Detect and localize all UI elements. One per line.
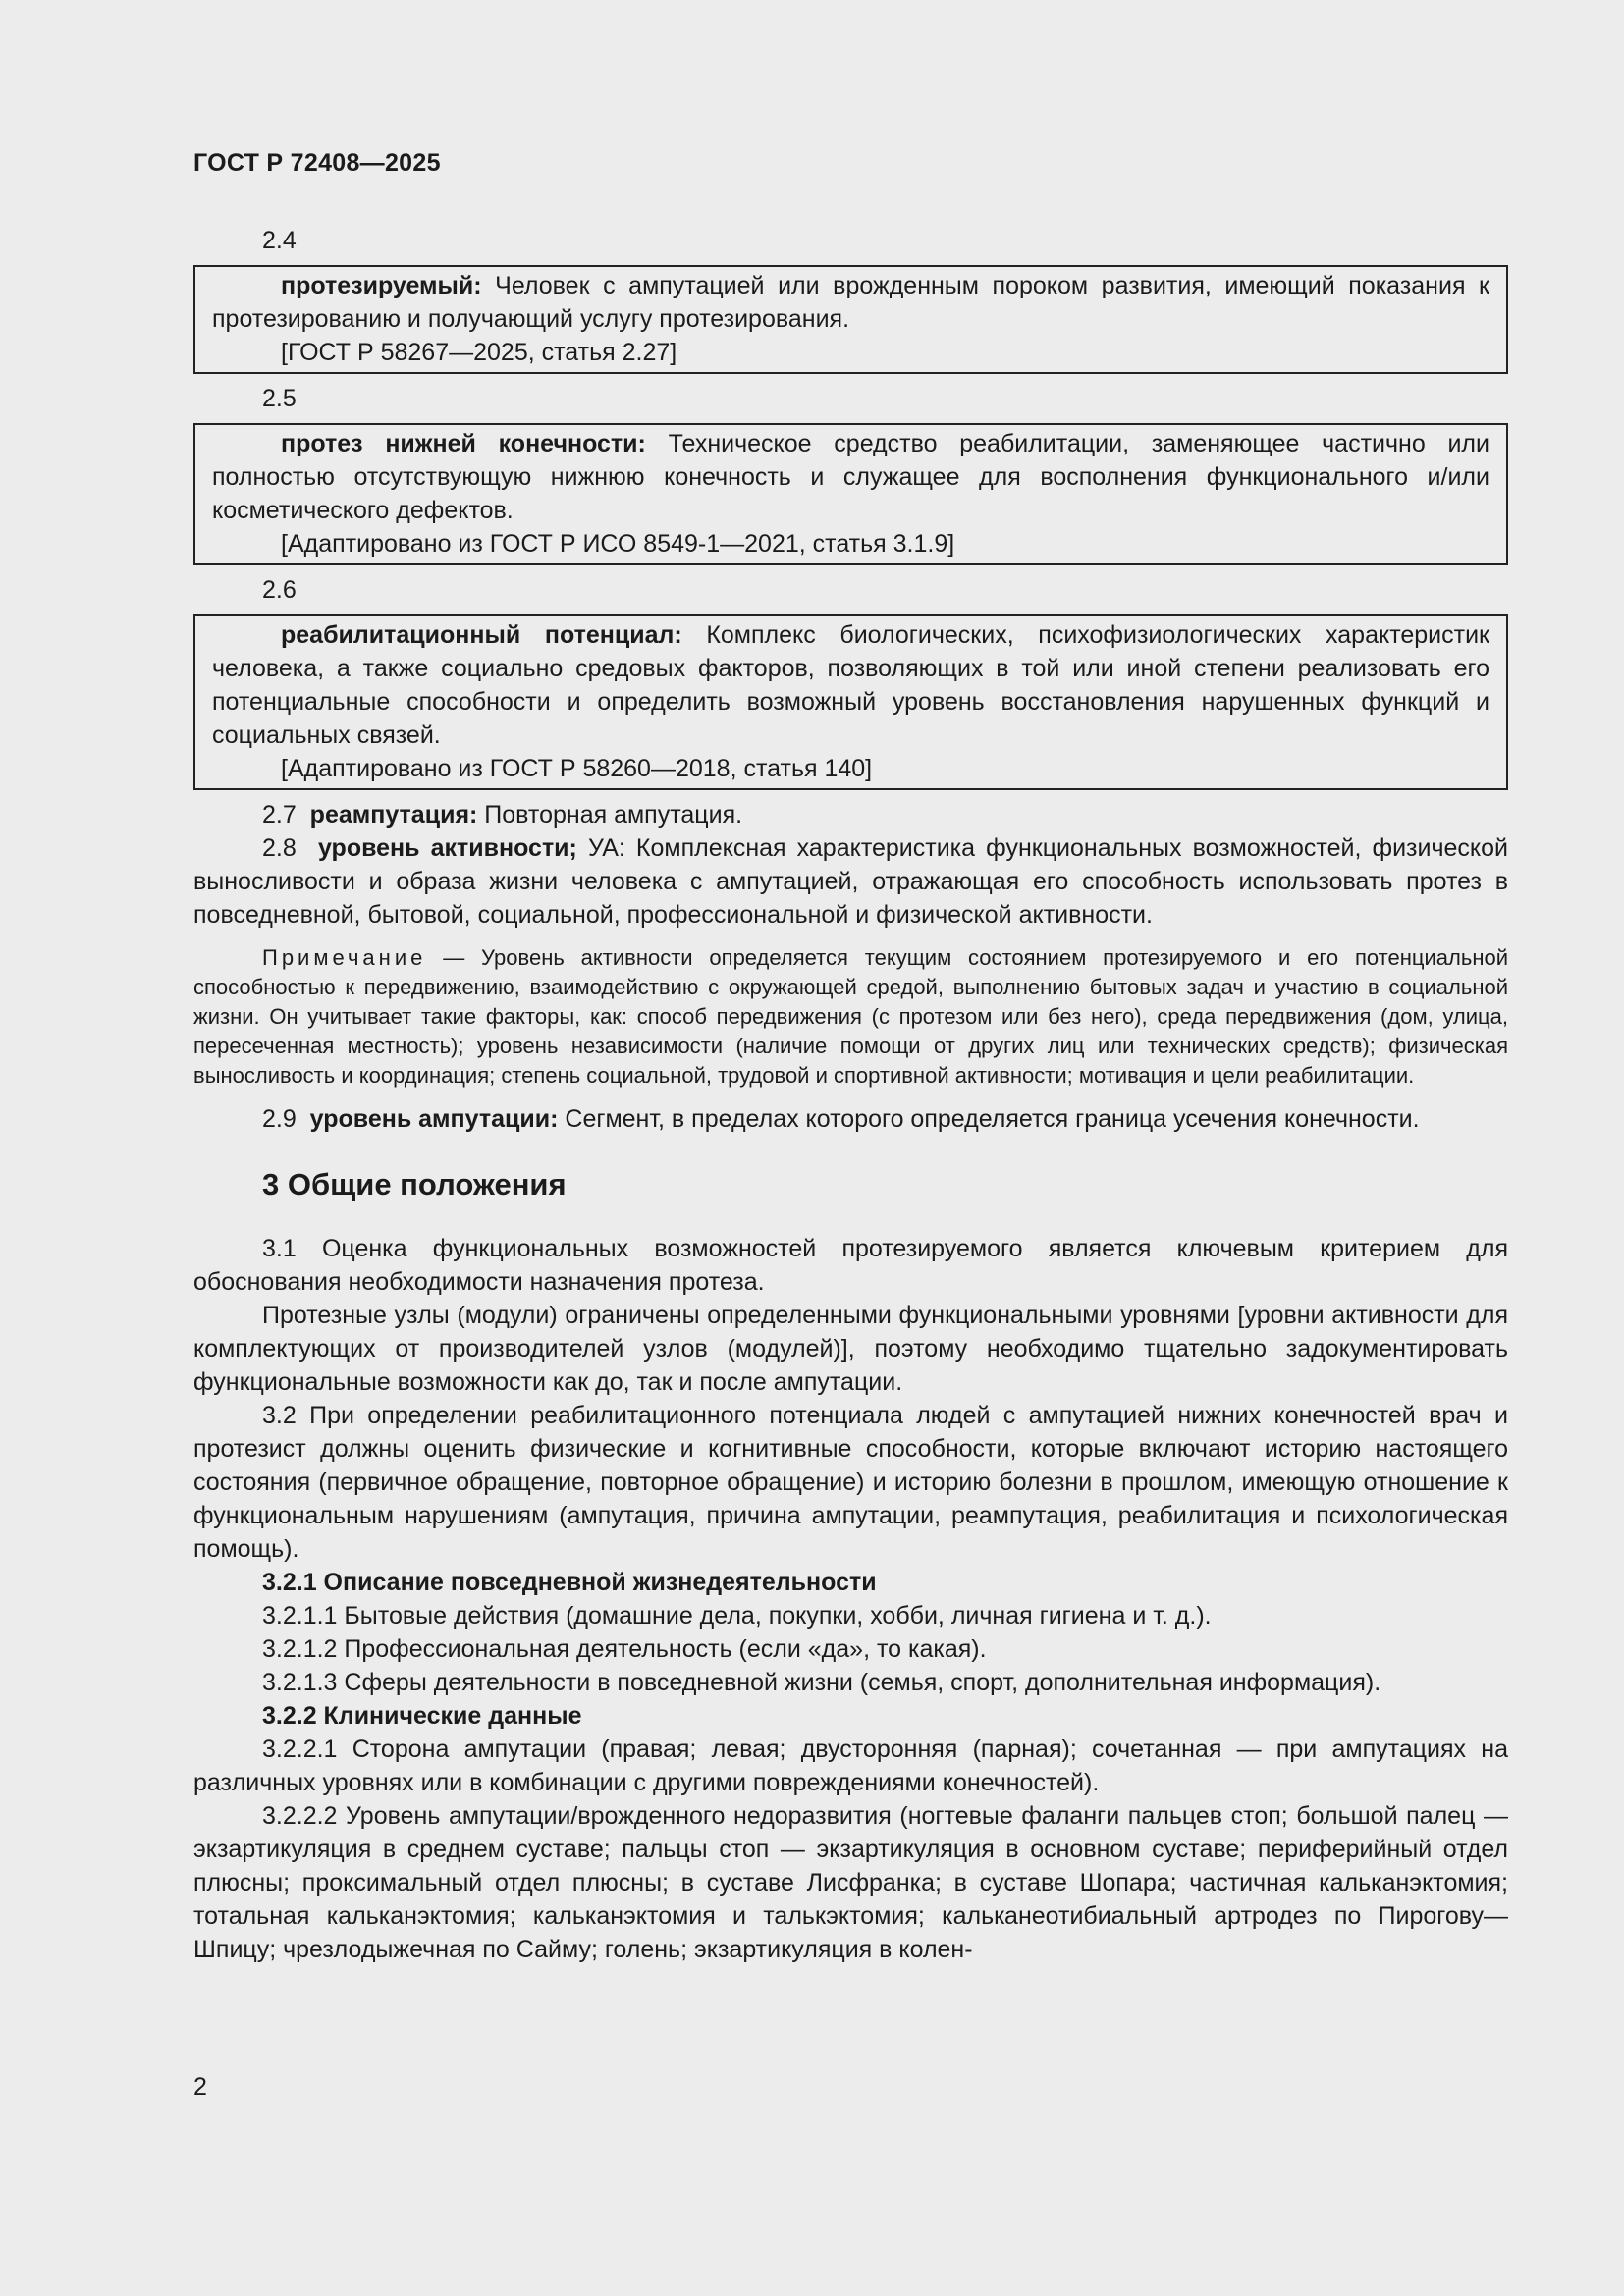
paragraph-3-1: 3.1 Оценка функциональных возможностей протезируемого является ключевым критерием для обоснования необходимости назначения протеза. [193, 1235, 1508, 1296]
note-text: — Уровень активности определяется текущим состоянием протезируемого и его потенциальной способностью к передвижению, взаимодействию с окружающей средой, выполнению бытовых задач и участию в социальной жизни. Он учитывает такие факторы, как: способ передвижения (с протезом или без него), среда передвижения (дом, улица, пересеченная местность); уровень независимости (наличие помощи от других лиц или технических средств); физическая выносливость и координация; степень социальной, трудовой и спортивной активности; мотивация и цели реабилитации. [193, 945, 1508, 1088]
paragraph-3-2: 3.2 При определении реабилитационного потенциала людей с ампутацией нижних конечностей врач и протезист должны оценить физические и когнитивные способности, которые включают историю настоящего состояния (первичное обращение, повторное обращение) и историю болезни в прошлом, имеющую отношение к функциональным нарушениям (ампутация, причина ампутации, реампутация, реабилитация и психологическая помощь). [193, 1402, 1508, 1563]
term-text: Человек с ампутацией или врожденным пороком развития, имеющий показания к протезированию и получающий услугу протезирования. [212, 272, 1489, 333]
term-name: реампутация: [309, 801, 478, 828]
paragraph-3-2-2-2: 3.2.2.2 Уровень ампутации/врожденного недоразвития (ногтевые фаланги пальцев стоп; большой палец — экзартикуляция в среднем суставе; пальцы стоп — экзартикуляция в основном суставе; периферийный отдел плюсны; проксимальный отдел плюсны; в суставе Лисфранка; в суставе Шопара; частичная кальканэктомия; тотальная кальканэктомия; кальканэктомия и талькэктомия; калькaнеотибиальный артродез по Пирогову—Шпицу; чрезлодыжечная по Сайму; голень; экзартикуляция в колен- [193, 1802, 1508, 1963]
term-definition [212, 427, 1489, 527]
paragraph-3-2-1-3: 3.2.1.3 Сферы деятельности в повседневной жизни (семья, спорт, дополнительная информация). [262, 1669, 1381, 1696]
term-number: 2.8 [262, 834, 297, 862]
term-2-9 [193, 1102, 1508, 1136]
term-text: УА: Комплексная характеристика функциональных возможностей, физической выносливости и образа жизни человека с ампутацией, отражающая его способность использовать протез в повседневной, бытовой, социальной, профессиональной и физической активности. [193, 834, 1508, 929]
subheading-3-2-1: 3.2.1 Описание повседневной жизнедеятельности [262, 1569, 877, 1596]
term-text: Повторная ампутация. [477, 801, 743, 828]
term-box-2-4 [193, 265, 1508, 374]
paragraph-3-1-b: Протезные узлы (модули) ограничены определенными функциональными уровнями [уровни активности для комплектующих от производителей узлов (модулей)], поэтому необходимо тщательно задокументировать функциональные возможности как до, так и после ампутации. [193, 1302, 1508, 1396]
paragraph-3-2-1-1: 3.2.1.1 Бытовые действия (домашние дела, покупки, хобби, личная гигиена и т. д.). [262, 1602, 1212, 1629]
section-heading-3: 3 Общие положения [262, 1167, 567, 1201]
term-source: [Адаптировано из ГОСТ Р ИСО 8549-1—2021, статья 3.1.9] [281, 530, 955, 558]
subheading-3-2-2: 3.2.2 Клинические данные [262, 1702, 582, 1730]
paragraph-3-2-2-1: 3.2.2.1 Сторона ампутации (правая; левая; двусторонняя (парная); сочетанная — при ампутациях на различных уровнях или в комбинации с другими повреждениями конечностей). [193, 1735, 1508, 1796]
term-number: 2.9 [262, 1105, 297, 1133]
term-number-2-4: 2.4 [262, 227, 297, 254]
term-text: Комплекс биологических, психофизиологических характеристик человека, а также социально средовых факторов, позволяющих в той или иной степени реализовать его потенциальные способности и определить возможный уровень восстановления нарушенных функций и социальных связей. [212, 621, 1489, 749]
paragraph-3-2-1-2: 3.2.1.2 Профессиональная деятельность (если «да», то какая). [262, 1635, 987, 1663]
term-definition [212, 269, 1489, 336]
page-number: 2 [193, 2073, 207, 2101]
term-text: Техническое средство реабилитации, заменяющее частично или полностью отсутствующую нижнюю конечность и служащее для восполнения функционального и/или косметического дефектов. [212, 430, 1489, 524]
page-body [193, 224, 1508, 1966]
document-header: ГОСТ Р 72408—2025 [193, 149, 441, 177]
term-name: уровень активности; [317, 834, 577, 862]
term-name: протез нижней конечности: [281, 430, 646, 457]
term-2-8 [193, 831, 1508, 932]
term-number-2-6: 2.6 [262, 576, 297, 604]
term-definition [212, 618, 1489, 752]
term-number: 2.7 [262, 801, 297, 828]
term-source: [Адаптировано из ГОСТ Р 58260—2018, статья 140] [281, 755, 873, 782]
term-box-2-5 [193, 423, 1508, 565]
term-box-2-6 [193, 614, 1508, 790]
note-label: Примечание [262, 945, 427, 970]
term-name: протезируемый: [281, 272, 482, 299]
term-name: реабилитационный потенциал: [281, 621, 682, 649]
term-text: Сегмент, в пределах которого определяется граница усечения конечности. [558, 1105, 1420, 1133]
note-paragraph [193, 943, 1508, 1091]
term-2-7 [193, 798, 1508, 831]
term-source: [ГОСТ Р 58267—2025, статья 2.27] [281, 339, 677, 366]
term-number-2-5: 2.5 [262, 385, 297, 412]
term-name: уровень ампутации: [309, 1105, 559, 1133]
